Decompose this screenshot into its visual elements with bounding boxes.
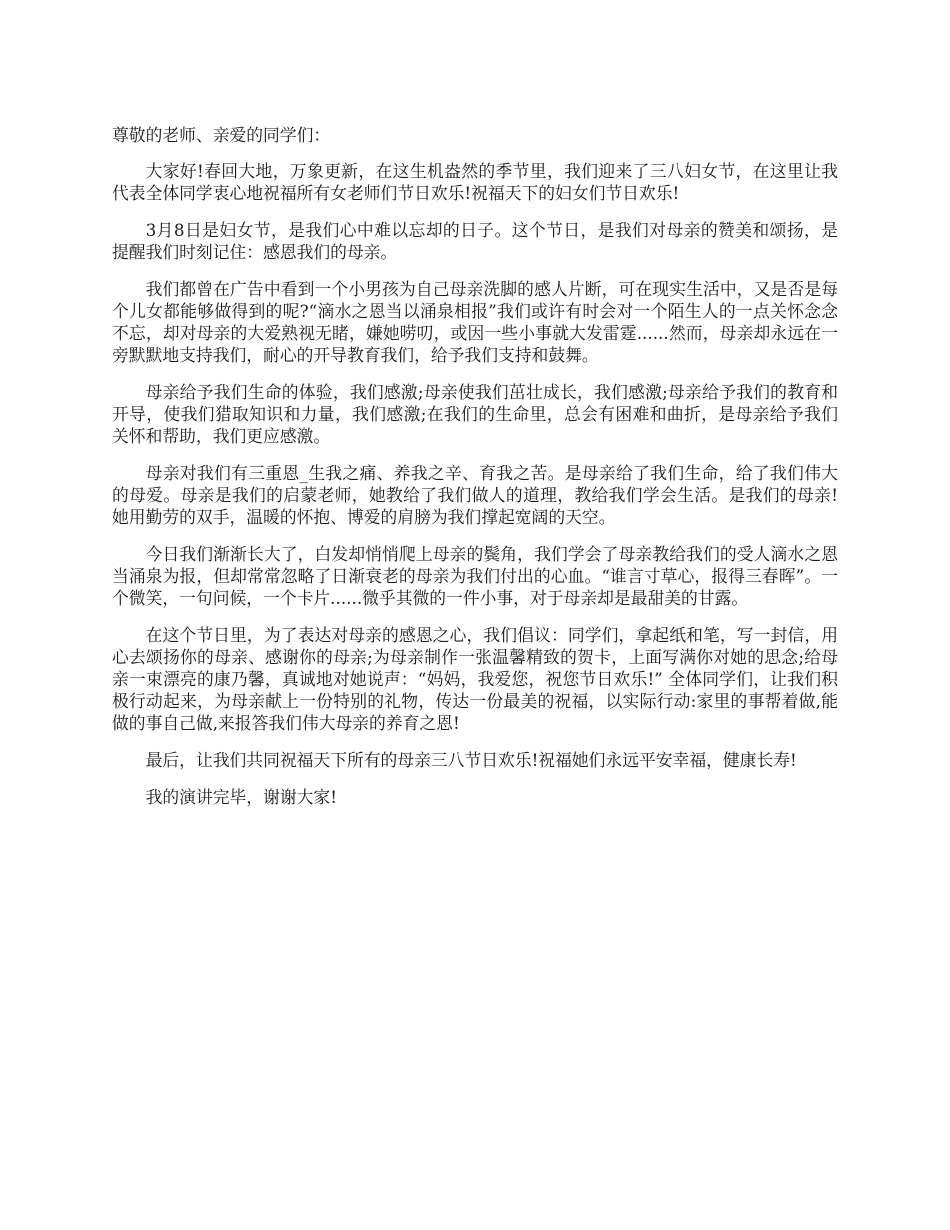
paragraph: 在这个节日里，为了表达对母亲的感恩之心，我们倡议：同学们，拿起纸和笔，写一封信，用心去颂扬你的母亲、感谢你的母亲;为母亲制作一张温馨精致的贺卡，上面写满你对她的思念;给母亲一束漂亮的康乃馨，真诚地对她说声：“妈妈，我爱您，祝您节日欢乐!” 全体同学们，让我们积极行动起来，为母亲献上一份特别的礼物，传达一份最美的祝福，以实际行动:家里的事帮着做,能做的事自己做,来报答我们伟大母亲的养育之恩!	[112, 625, 838, 733]
paragraph: 今日我们渐渐长大了，白发却悄悄爬上母亲的鬓角，我们学会了母亲教给我们的受人滴水之恩当涌泉为报，但却常常忽略了日渐衰老的母亲为我们付出的心血。“谁言寸草心，报得三春晖”。一个微笑，一句问候，一个卡片......微乎其微的一件小事，对于母亲却是最甜美的甘露。	[112, 544, 838, 608]
paragraph: 最后，让我们共同祝福天下所有的母亲三八节日欢乐!祝福她们永远平安幸福，健康长寿!	[145, 750, 797, 770]
paragraph: 母亲给予我们生命的体验，我们感激;母亲使我们茁壮成长，我们感激;母亲给予我们的教育和开导，使我们猎取知识和力量，我们感激;在我们的生命里，总会有困难和曲折，是母亲给予我们关怀和帮助，我们更应感激。	[112, 382, 838, 446]
greeting: 尊敬的老师、亲爱的同学们：	[112, 125, 331, 145]
paragraph: 大家好!春回大地，万象更新，在这生机盎然的季节里，我们迎来了三八妇女节，在这里让我代表全体同学衷心地祝福所有女老师们节日欢乐!祝福天下的妇女们节日欢乐!	[112, 161, 838, 203]
paragraph: 3月8日是妇女节，是我们心中难以忘却的日子。这个节日，是我们对母亲的赞美和颂扬，是提醒我们时刻记住：感恩我们的母亲。	[112, 220, 838, 262]
closing-paragraph: 我的演讲完毕，谢谢大家!	[145, 787, 337, 807]
paragraph: 母亲对我们有三重恩_生我之痛、养我之辛、育我之苦。是母亲给了我们生命，给了我们伟大的母爱。母亲是我们的启蒙老师，她教给了我们做人的道理，教给我们学会生活。是我们的母亲!她用勤劳的双手，温暖的怀抱、博爱的肩膀为我们撑起宽阔的天空。	[112, 463, 838, 527]
paragraph: 我们都曾在广告中看到一个小男孩为自己母亲洗脚的感人片断，可在现实生活中，又是否是每个儿女都能够做得到的呢?“滴水之恩当以涌泉相报”我们或许有时会对一个陌生人的一点关怀念念不忘，却对母亲的大爱熟视无睹，嫌她唠叨，或因一些小事就大发雷霆......然而，母亲却永远在一旁默默地支持我们，耐心的开导教育我们，给予我们支持和鼓舞。	[112, 279, 838, 365]
document-page	[112, 124, 838, 823]
